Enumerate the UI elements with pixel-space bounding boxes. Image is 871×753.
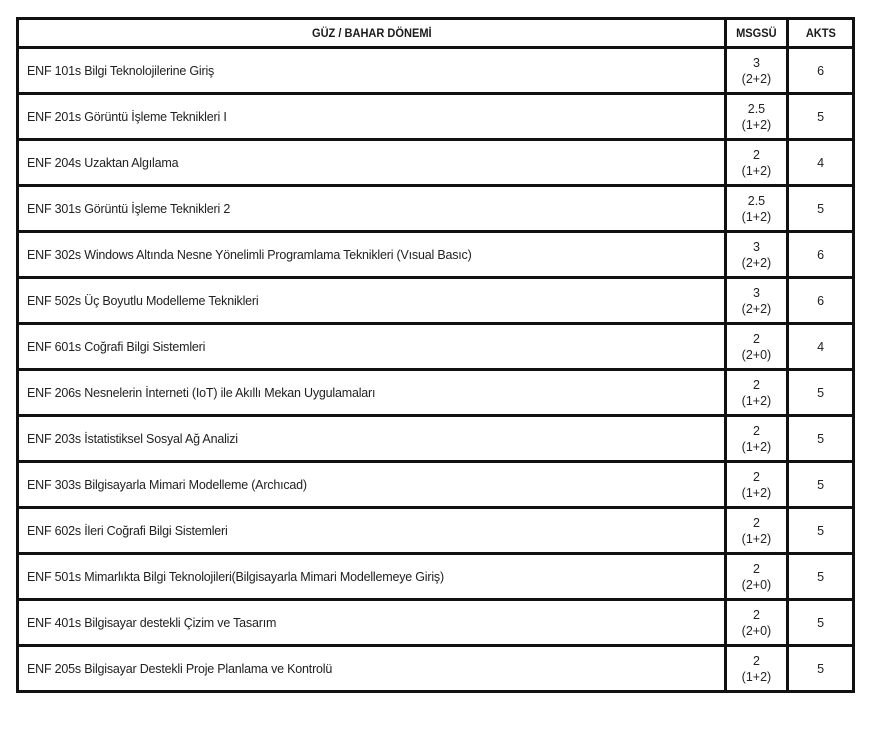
msgsu-cell — [725, 94, 788, 140]
msgsu-credit: 2 — [752, 331, 760, 346]
msgsu-hours: (2+0) — [741, 577, 772, 592]
course-name: ENF 502s Üç Boyutlu Modelleme Teknikleri — [18, 278, 726, 324]
msgsu-hours: (1+2) — [741, 117, 772, 132]
msgsu-hours: (2+2) — [741, 301, 772, 316]
akts-value: 5 — [788, 94, 854, 140]
msgsu-cell — [725, 186, 788, 232]
msgsu-cell — [725, 554, 788, 600]
table-row — [18, 232, 854, 278]
akts-value: 4 — [788, 324, 854, 370]
course-name: ENF 303s Bilgisayarla Mimari Modelleme (Archıcad) — [18, 462, 726, 508]
akts-value: 5 — [788, 416, 854, 462]
akts-value: 5 — [788, 186, 854, 232]
akts-value: 6 — [788, 278, 854, 324]
akts-value: 6 — [788, 232, 854, 278]
msgsu-hours: (1+2) — [741, 163, 772, 178]
msgsu-credit: 2 — [752, 607, 760, 622]
akts-value: 5 — [788, 508, 854, 554]
msgsu-cell — [725, 48, 788, 94]
table-row — [18, 140, 854, 186]
course-name: ENF 501s Mimarlıkta Bilgi Teknolojileri(Bilgisayarla Mimari Modellemeye Giriş) — [18, 554, 726, 600]
msgsu-cell — [725, 462, 788, 508]
msgsu-hours: (1+2) — [741, 393, 772, 408]
msgsu-credit: 2 — [752, 653, 760, 668]
msgsu-cell — [725, 416, 788, 462]
table-row — [18, 508, 854, 554]
table-row — [18, 48, 854, 94]
msgsu-cell — [725, 140, 788, 186]
msgsu-cell — [725, 600, 788, 646]
msgsu-cell — [725, 278, 788, 324]
msgsu-hours: (2+0) — [741, 623, 772, 638]
msgsu-cell — [725, 508, 788, 554]
table-row — [18, 646, 854, 692]
msgsu-cell — [725, 646, 788, 692]
course-name: ENF 101s Bilgi Teknolojilerine Giriş — [18, 48, 726, 94]
table-row — [18, 324, 854, 370]
msgsu-credit: 2 — [752, 469, 760, 484]
table-row — [18, 600, 854, 646]
msgsu-hours: (1+2) — [741, 439, 772, 454]
course-name: ENF 203s İstatistiksel Sosyal Ağ Analizi — [18, 416, 726, 462]
course-name: ENF 206s Nesnelerin İnterneti (IoT) ile Akıllı Mekan Uygulamaları — [18, 370, 726, 416]
table-row — [18, 94, 854, 140]
course-name: ENF 301s Görüntü İşleme Teknikleri 2 — [18, 186, 726, 232]
msgsu-hours: (1+2) — [741, 531, 772, 546]
course-name: ENF 401s Bilgisayar destekli Çizim ve Tasarım — [18, 600, 726, 646]
msgsu-credit: 2 — [752, 147, 760, 162]
header-msgsu: MSGSÜ — [728, 19, 786, 48]
header-row — [18, 19, 854, 48]
course-name: ENF 302s Windows Altında Nesne Yönelimli Programlama Teknikleri (Vısual Basıc) — [18, 232, 726, 278]
table-row — [18, 462, 854, 508]
table-row — [18, 416, 854, 462]
course-name: ENF 204s Uzaktan Algılama — [18, 140, 726, 186]
msgsu-cell — [725, 324, 788, 370]
akts-value: 6 — [788, 48, 854, 94]
msgsu-cell — [725, 370, 788, 416]
msgsu-credit: 2 — [752, 515, 760, 530]
course-name: ENF 602s İleri Coğrafi Bilgi Sistemleri — [18, 508, 726, 554]
akts-value: 5 — [788, 370, 854, 416]
akts-value: 5 — [788, 600, 854, 646]
akts-value: 5 — [788, 554, 854, 600]
course-name: ENF 205s Bilgisayar Destekli Proje Planlama ve Kontrolü — [18, 646, 726, 692]
table-row — [18, 278, 854, 324]
header-course: GÜZ / BAHAR DÖNEMİ — [46, 19, 697, 48]
msgsu-credit: 2 — [752, 377, 760, 392]
course-name: ENF 201s Görüntü İşleme Teknikleri I — [18, 94, 726, 140]
akts-value: 5 — [788, 462, 854, 508]
msgsu-hours: (2+0) — [741, 347, 772, 362]
msgsu-hours: (1+2) — [741, 669, 772, 684]
table-row — [18, 554, 854, 600]
msgsu-hours: (2+2) — [741, 255, 772, 270]
msgsu-credit: 3 — [752, 239, 760, 254]
msgsu-cell — [725, 232, 788, 278]
msgsu-credit: 2.5 — [747, 101, 766, 116]
msgsu-hours: (2+2) — [741, 71, 772, 86]
msgsu-hours: (1+2) — [741, 485, 772, 500]
table-row — [18, 370, 854, 416]
akts-value: 5 — [788, 646, 854, 692]
table-row — [18, 186, 854, 232]
msgsu-credit: 3 — [752, 55, 760, 70]
header-akts: AKTS — [790, 19, 850, 48]
msgsu-credit: 2.5 — [747, 193, 766, 208]
course-name: ENF 601s Coğrafi Bilgi Sistemleri — [18, 324, 726, 370]
course-table — [16, 17, 855, 693]
msgsu-credit: 2 — [752, 561, 760, 576]
akts-value: 4 — [788, 140, 854, 186]
msgsu-credit: 2 — [752, 423, 760, 438]
msgsu-credit: 3 — [752, 285, 760, 300]
msgsu-hours: (1+2) — [741, 209, 772, 224]
